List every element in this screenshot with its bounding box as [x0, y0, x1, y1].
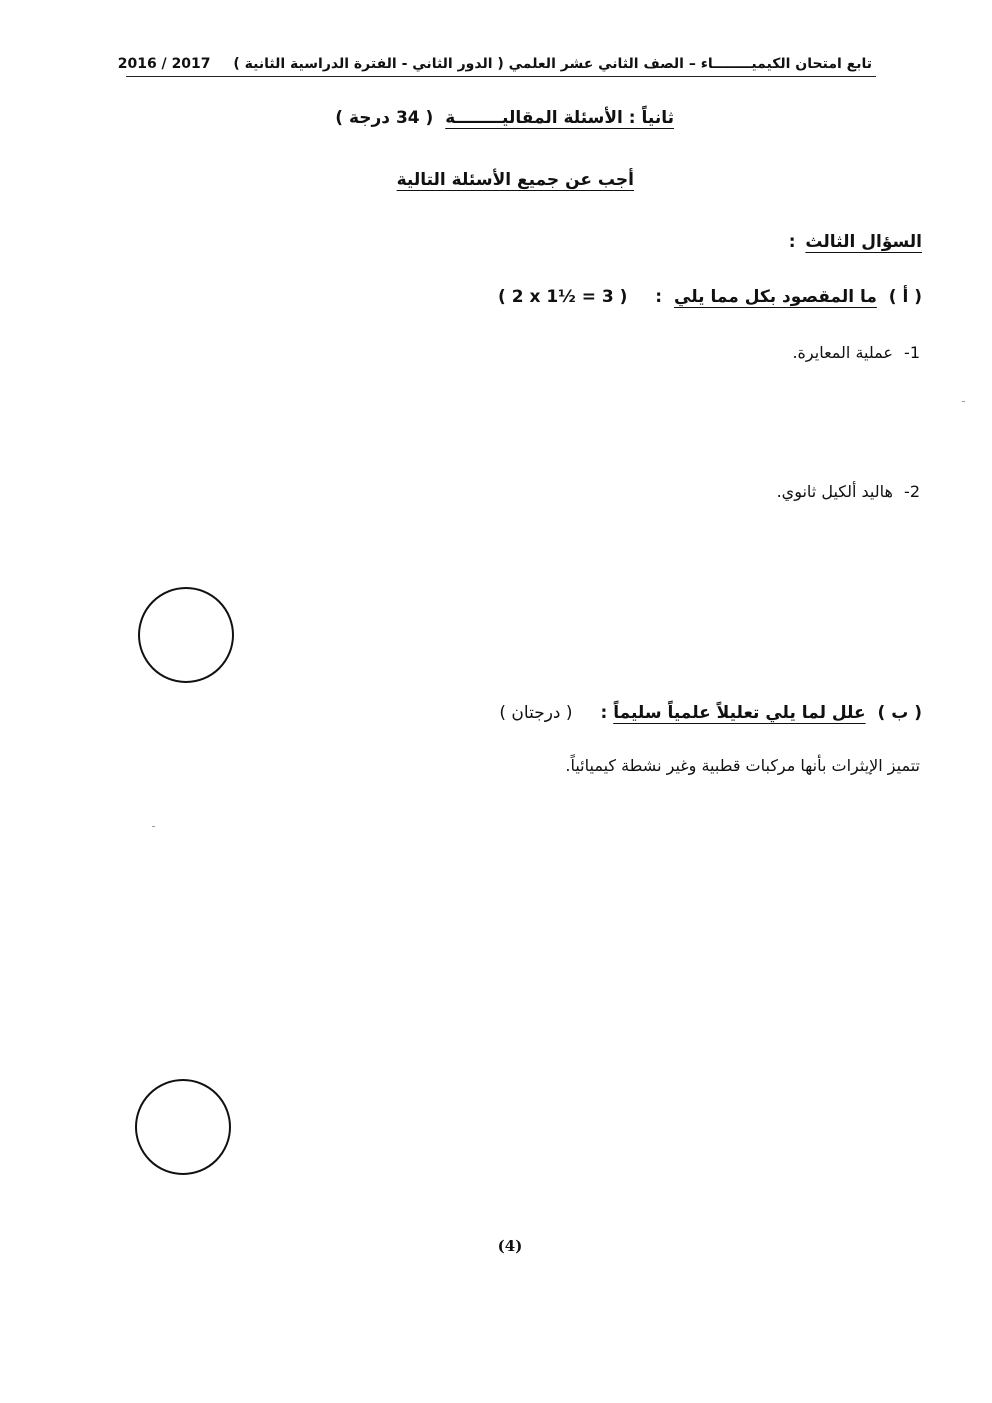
score-circle — [138, 587, 234, 683]
section-title-text: ثانياً : الأسئلة المقاليــــــــة — [445, 108, 674, 128]
item-text: عملية المعايرة. — [792, 343, 893, 362]
part-b-statement: تتميز الإيثرات بأنها مركبات قطبية وغير نشطة كيميائياً. — [565, 756, 920, 775]
question-heading — [789, 232, 922, 252]
scan-speck — [962, 401, 965, 402]
item-number: 2- — [904, 482, 920, 501]
part-a-prompt: ما المقصود بكل مما يلي — [674, 287, 877, 307]
part-a-item — [777, 482, 920, 501]
item-number: 1- — [904, 343, 920, 362]
section-marks: ( 34 درجة ) — [335, 108, 434, 128]
instruction: أجب عن جميع الأسئلة التالية — [396, 170, 634, 190]
part-a-label: ( أ ) — [888, 287, 922, 307]
part-b-label: ( ب ) — [877, 703, 922, 723]
exam-header — [112, 56, 872, 72]
part-a-marks — [498, 287, 627, 307]
header-title: تابع امتحان الكيميــــــــاء – الصف الثاني عشر العلمي ( الدور الثاني - الفترة الدراسية الثانية ) — [233, 56, 872, 72]
page-number: (4) — [497, 1237, 523, 1255]
section-title — [335, 108, 674, 128]
part-a-marks-text: ( 2 x 1½ = 3 ) — [498, 287, 628, 307]
header-year: 2017 / 2016 — [117, 56, 211, 72]
part-b-heading — [499, 703, 922, 723]
question-heading-text: السؤال الثالث — [805, 232, 922, 252]
question-heading-colon: : — [788, 232, 796, 252]
part-a-colon: : — [655, 287, 663, 307]
part-b-marks: ( درجتان ) — [499, 703, 573, 723]
part-a-item — [792, 343, 920, 362]
part-b-prompt: علل لما يلي تعليلاً علمياً سليماً — [613, 703, 866, 723]
score-circle — [135, 1079, 231, 1175]
scan-speck — [152, 826, 155, 827]
part-b-colon: : — [600, 703, 608, 723]
item-text: هاليد ألكيل ثانوي. — [776, 482, 893, 501]
part-a-heading — [498, 287, 922, 307]
header-divider — [126, 76, 876, 77]
